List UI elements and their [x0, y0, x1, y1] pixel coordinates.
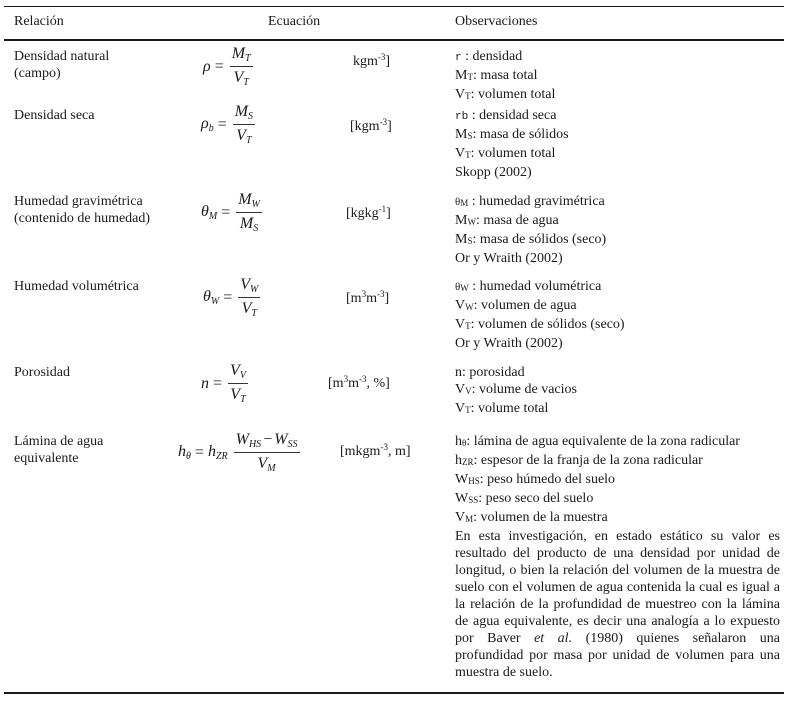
obs-text: : espesor de la franja de la zona radicular [473, 453, 703, 468]
obs-line [455, 452, 780, 471]
eq-equals: = [214, 57, 224, 75]
obs-sub: T [467, 72, 473, 82]
obs-symbol: V [455, 382, 466, 397]
obs-symbol: V [455, 87, 466, 102]
unit [328, 374, 390, 392]
unit [340, 442, 411, 460]
header-observaciones: Observaciones [455, 14, 538, 29]
obs-symbol: V [455, 510, 466, 525]
obs-symbol: r [455, 52, 462, 64]
obs-citation: Or y Wraith (2002) [455, 336, 563, 351]
unit-sup: 3 [343, 374, 349, 384]
obs-citation: Skopp (2002) [455, 165, 532, 180]
eq-equals: = [221, 203, 231, 221]
num-symbol: V [240, 276, 251, 293]
unit-text: [kgkg [346, 206, 379, 221]
eq-lhs [201, 203, 217, 222]
num-symbol: V [230, 362, 240, 379]
num-sub: V [239, 370, 246, 381]
obs-line [455, 471, 780, 490]
obs-text: : masa de sólidos [472, 127, 569, 142]
numerator [236, 191, 262, 213]
obs-line [455, 231, 780, 250]
eq-lhs: ρ [203, 57, 211, 75]
num-sub: HS [248, 439, 262, 450]
unit-sup: -3 [380, 442, 388, 452]
denominator [231, 67, 250, 88]
fraction [228, 362, 248, 405]
relacion-line: Porosidad [14, 365, 70, 380]
obs-line [455, 126, 780, 145]
obs-symbol: V [455, 146, 466, 161]
num-sub: SS [287, 439, 298, 450]
header-relacion: Relación [14, 14, 64, 29]
obs-line [455, 490, 780, 509]
obs-line [455, 509, 780, 528]
lhs-sub: θ [186, 451, 191, 462]
obs-text: : lámina de agua equivalente de la zona radicular [466, 434, 740, 449]
obs-text: : volume de vacios [471, 382, 577, 397]
denominator [228, 384, 247, 405]
relacion-line: (contenido de humedad) [14, 211, 151, 226]
obs-sub: T [465, 150, 471, 160]
denominator [240, 298, 259, 319]
obs-sub: SS [468, 495, 479, 505]
obs-line [455, 381, 780, 400]
obs-sub: T [465, 405, 471, 415]
lhs-symbol: θ [203, 288, 211, 305]
obs-symbol: θ [455, 196, 461, 208]
obs-symbol: W [455, 472, 469, 487]
unit-text: [mkgm [340, 444, 381, 459]
fraction [238, 276, 260, 319]
num-sub: W [251, 199, 260, 210]
obs-symbol: h [455, 434, 462, 449]
relacion-cell [14, 364, 70, 381]
observaciones-cell [455, 48, 780, 105]
numerator [233, 103, 255, 125]
unit-text: kgm [353, 54, 378, 69]
eq-equals: = [194, 443, 204, 461]
obs-text: : densidad seca [468, 108, 557, 123]
observaciones-cell [455, 433, 780, 681]
obs-sub: S [467, 131, 473, 141]
relacion-cell [14, 48, 109, 82]
numerator [230, 45, 253, 67]
lhs-sub: M [208, 211, 218, 222]
obs-text: : masa de agua [475, 213, 559, 228]
obs-text: : volumen de la muestra [473, 510, 608, 525]
obs-symbol: V [455, 401, 466, 416]
den-sub: T [245, 135, 252, 146]
obs-text: : volumen de sólidos (seco) [470, 317, 625, 332]
header-ecuacion: Ecuación [268, 14, 321, 29]
relacion-line: Densidad seca [14, 108, 95, 123]
obs-line [455, 67, 780, 86]
num-symbol: W [274, 431, 288, 448]
den-symbol: V [233, 69, 244, 86]
unit-text: [m [328, 376, 344, 391]
obs-symbol: M [455, 232, 468, 247]
lhs-symbol: θ [201, 203, 209, 220]
eq-lhs [178, 443, 191, 462]
unit-text: [kgm [350, 119, 380, 134]
numerator [234, 431, 300, 453]
lhs-symbol: h [178, 443, 186, 460]
obs-paragraph [455, 528, 780, 681]
obs-line [455, 193, 780, 212]
obs-sub: ZR [462, 457, 474, 467]
lhs-sub: W [210, 296, 220, 307]
den-symbol: V [257, 455, 268, 472]
fraction [236, 191, 262, 234]
den-sub: S [253, 223, 259, 234]
obs-sub: T [465, 91, 471, 101]
obs-symbol: V [455, 317, 466, 332]
relacion-line: Lámina de agua [14, 434, 104, 449]
unit-sup: -3 [358, 374, 367, 384]
unit [353, 52, 390, 70]
lhs-sub: b [208, 123, 214, 134]
relacion-cell [14, 107, 94, 124]
unit-text: , %] [366, 376, 390, 391]
obs-sub: V [465, 386, 472, 396]
obs-line [455, 107, 780, 126]
obs-symbol: θ [455, 281, 461, 293]
unit-text: , m] [387, 444, 411, 459]
obs-text: : masa total [472, 68, 538, 83]
numerator [228, 362, 248, 384]
obs-sub: M [465, 514, 474, 524]
unit-text: ] [387, 119, 392, 134]
relacion-line: Humedad gravimétrica [14, 194, 143, 209]
obs-symbol: M [455, 127, 468, 142]
den-symbol: V [241, 300, 252, 317]
equation [178, 431, 300, 474]
eq-lhs [201, 115, 214, 134]
den-symbol: V [230, 386, 241, 403]
unit-sup: -1 [378, 204, 387, 214]
obs-line [455, 364, 780, 381]
relacion-line: equivalente [14, 451, 79, 466]
obs-line [455, 48, 780, 67]
obs-text: : densidad [461, 49, 523, 64]
eq-lhs [203, 288, 219, 307]
eq-equals: = [213, 374, 223, 392]
observaciones-cell [455, 364, 780, 419]
unit [350, 117, 392, 135]
obs-sub: HS [468, 476, 480, 486]
obs-text: : peso seco del suelo [478, 491, 594, 506]
denominator [238, 213, 260, 234]
numerator [238, 276, 260, 298]
paragraph-text: (1980) quienes señalaron una profundidad por masa por unidad de volumen para una muestra de suelo. [455, 631, 780, 680]
equation [203, 45, 253, 88]
obs-line [455, 297, 780, 316]
fraction [233, 103, 255, 146]
relacion-cell [14, 278, 139, 295]
unit-sup: -3 [379, 117, 388, 127]
obs-symbol: W [455, 491, 469, 506]
den-symbol: V [236, 127, 246, 144]
eq-equals: = [223, 288, 233, 306]
obs-symbol: M [455, 213, 468, 228]
fraction [234, 431, 300, 474]
unit-sup: -3 [377, 52, 386, 62]
observaciones-cell [455, 278, 780, 352]
factor-sub: ZR [215, 451, 228, 462]
obs-text: : volumen de agua [473, 298, 577, 313]
obs-line [455, 400, 780, 419]
obs-symbol: h [455, 453, 462, 468]
num-sub: W [250, 284, 259, 295]
obs-line [455, 278, 780, 297]
den-symbol: M [239, 215, 254, 232]
obs-text: : volumen total [470, 87, 556, 102]
obs-line [455, 212, 780, 231]
obs-text: : volume total [470, 401, 549, 416]
num-symbol: M [238, 191, 252, 208]
obs-sub: θ [462, 438, 467, 448]
obs-text: : porosidad [462, 365, 525, 380]
paragraph-italic: et al. [534, 631, 573, 646]
obs-line [455, 433, 780, 452]
obs-sub: W [465, 302, 474, 312]
equation [201, 362, 248, 405]
equation [203, 276, 260, 319]
equation [201, 191, 262, 234]
num-symbol: M [231, 45, 246, 62]
eq-lhs: n [201, 374, 209, 392]
paragraph-text: En esta investigación, en estado estático su valor es resultado del producto de una densidad por unidad de longitud, o bien la relación del volumen de la muestra de suelo con el volumen de agua contenida la cual es igual a la relación de la profundidad de muestreo con la lámina de agua equivalente, es decir una analogía a lo expuesto por Baver [455, 529, 780, 646]
equation [201, 103, 255, 146]
unit-sup: 3 [361, 289, 367, 299]
relacion-line: Humedad volumétrica [14, 279, 139, 294]
obs-symbol: M [455, 68, 468, 83]
unit-text: [m [346, 291, 362, 306]
obs-line [455, 145, 780, 164]
observaciones-cell [455, 107, 780, 181]
obs-sub: M [460, 198, 469, 208]
table-bottom-rule [4, 692, 784, 694]
unit-text: ] [385, 54, 391, 69]
unit-text: m [366, 291, 377, 306]
minus-sign: − [263, 431, 273, 448]
table-header-rule [4, 39, 784, 41]
den-sub: T [243, 77, 249, 88]
unit [346, 204, 391, 222]
num-symbol: W [235, 431, 249, 448]
denominator [234, 125, 253, 146]
obs-text: : masa de sólidos (seco) [472, 232, 607, 247]
obs-text: : peso húmedo del suelo [479, 472, 616, 487]
den-sub: M [267, 463, 276, 474]
obs-sub: W [467, 217, 476, 227]
factor-symbol: h [207, 443, 216, 460]
obs-line [455, 316, 780, 335]
obs-citation: Or y Wraith (2002) [455, 251, 563, 266]
fraction [230, 45, 253, 88]
unit-text: m [348, 376, 359, 391]
obs-line [455, 86, 780, 105]
num-sub: T [245, 53, 251, 64]
obs-symbol: rb [455, 111, 469, 123]
relacion-line: Densidad natural [14, 49, 110, 64]
obs-text: : humedad gravimétrica [468, 194, 605, 209]
obs-sub: S [467, 236, 473, 246]
obs-sub: W [460, 283, 469, 293]
num-symbol: M [234, 103, 249, 120]
unit-text: ] [386, 206, 391, 221]
denominator [256, 453, 278, 474]
lhs-symbol: ρ [201, 115, 209, 132]
eq-factor [208, 443, 228, 462]
unit-sup: -3 [376, 289, 385, 299]
obs-symbol: V [455, 298, 466, 313]
relacion-cell [14, 193, 150, 227]
num-sub: S [248, 111, 254, 122]
obs-text: : humedad volumétrica [468, 279, 602, 294]
obs-sub: T [465, 321, 471, 331]
eq-equals: = [217, 115, 227, 133]
unit-text: ] [384, 291, 390, 306]
den-sub: T [240, 394, 246, 405]
unit [346, 289, 389, 307]
obs-text: : volumen total [470, 146, 556, 161]
table-top-rule [4, 6, 784, 7]
den-sub: T [251, 308, 257, 319]
relacion-line: (campo) [14, 66, 61, 81]
obs-symbol: n [455, 365, 462, 380]
observaciones-cell [455, 193, 780, 267]
relacion-cell [14, 433, 103, 467]
